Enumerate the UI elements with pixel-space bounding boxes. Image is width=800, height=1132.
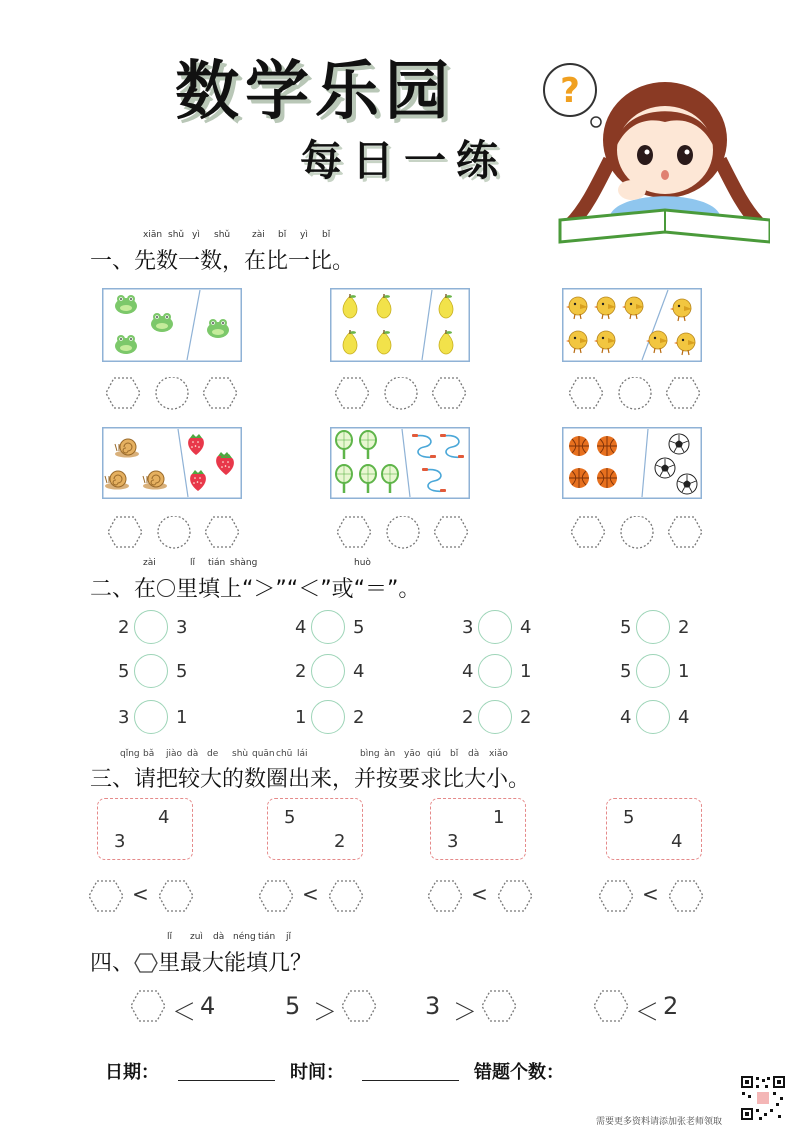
compare-left-number: 5 [118, 661, 130, 682]
compare-answer-circle[interactable] [478, 654, 512, 688]
circle-symbol-icon [157, 579, 175, 597]
soccer-ball-icon [677, 474, 697, 494]
compare-right-number: 1 [678, 661, 690, 682]
compare-answer-circle[interactable] [636, 610, 670, 644]
pinyin-syllable: quān [252, 749, 275, 759]
compare-left-number: 2 [118, 617, 130, 638]
pinyin-syllable: bǎ [143, 749, 155, 759]
hexagon-blank[interactable] [88, 880, 124, 912]
hexagon-blank[interactable] [497, 880, 533, 912]
fill-right-number: 4 [200, 992, 216, 1020]
pinyin-syllable: àn [384, 749, 396, 759]
fill-right-number: 2 [663, 992, 679, 1020]
compare-answer-circle[interactable] [311, 654, 345, 688]
section-2-heading: 二、在 里填上“＞”“＜”或“＝”。 zài lǐ tián shàng huò [90, 558, 421, 602]
question-mark-icon: ? [560, 71, 580, 111]
compare-operator: ＜ [172, 998, 196, 1026]
hexagon-blank[interactable] [427, 880, 463, 912]
basketball-icon [569, 436, 589, 456]
compare-right-number: 1 [176, 707, 188, 728]
section-4-heading: 四、 里最大能填几？ lǐ zuì dà néng tián jǐ [90, 932, 313, 976]
circle-target-number[interactable]: 5 [623, 807, 635, 828]
compare-answer-circle[interactable] [311, 610, 345, 644]
circle-target-number[interactable]: 3 [114, 831, 126, 852]
pinyin-syllable: lái [297, 749, 308, 759]
compare-right-number: 4 [353, 661, 365, 682]
section-1-heading: 一、先数一数，在比一比。 xiān shǔ yì shǔ zài bǐ yì bǐ [90, 230, 355, 274]
compare-answer-circle[interactable] [311, 700, 345, 734]
compare-left-number: 2 [295, 661, 307, 682]
number-box [267, 798, 363, 860]
compare-operator: ＞ [313, 998, 337, 1026]
circle-target-number[interactable]: 4 [158, 807, 170, 828]
picture-panel [330, 288, 470, 362]
compare-left-number: 1 [295, 707, 307, 728]
pinyin-syllable: qǐng [120, 749, 140, 759]
fill-left-number: 5 [285, 992, 301, 1020]
compare-operator: ＞ [453, 998, 477, 1026]
picture-panel [330, 427, 470, 499]
date-label: 日期： [105, 1062, 159, 1083]
circle-target-number[interactable]: 3 [447, 831, 459, 852]
less-than-sign: < [471, 882, 488, 906]
answer-shapes[interactable] [570, 516, 705, 550]
compare-left-number: 5 [620, 617, 632, 638]
compare-right-number: 5 [176, 661, 188, 682]
date-line[interactable] [178, 1080, 275, 1081]
pinyin-syllable: chū [276, 749, 293, 759]
compare-left-number: 5 [620, 661, 632, 682]
compare-answer-circle[interactable] [636, 654, 670, 688]
compare-answer-circle[interactable] [478, 610, 512, 644]
compare-right-number: 2 [520, 707, 532, 728]
promo-text: 需要更多资料请添加张老师领取 [596, 1117, 723, 1127]
less-than-sign: < [642, 882, 659, 906]
picture-panel [562, 288, 702, 362]
time-label: 时间： [290, 1062, 344, 1083]
number-box [606, 798, 702, 860]
answer-shapes[interactable] [107, 516, 242, 550]
time-line[interactable] [362, 1080, 459, 1081]
pinyin-syllable: dà [468, 749, 480, 759]
pinyin-syllable: bǐ [450, 749, 459, 759]
compare-answer-circle[interactable] [134, 654, 168, 688]
compare-right-number: 3 [176, 617, 188, 638]
hexagon-blank[interactable] [158, 880, 194, 912]
pinyin-syllable: qiú [427, 749, 441, 759]
hexagon-blank [203, 378, 237, 408]
picture-panel [102, 427, 242, 499]
pinyin-syllable: xiǎo [489, 749, 508, 759]
basketball-icon [569, 468, 589, 488]
compare-left-number: 4 [462, 661, 474, 682]
qr-code-icon [740, 1075, 786, 1121]
hexagon-blank[interactable] [130, 990, 166, 1022]
compare-right-number: 4 [678, 707, 690, 728]
picture-panel [102, 288, 242, 362]
compare-answer-circle[interactable] [636, 700, 670, 734]
compare-left-number: 3 [462, 617, 474, 638]
fill-left-number: 3 [425, 992, 441, 1020]
hexagon-blank[interactable] [258, 880, 294, 912]
pinyin-syllable: yāo [404, 749, 421, 759]
compare-right-number: 4 [520, 617, 532, 638]
circle-target-number[interactable]: 2 [334, 831, 346, 852]
hexagon-blank[interactable] [668, 880, 704, 912]
less-than-sign: < [132, 882, 149, 906]
page-subtitle: 每日一练 [300, 136, 509, 185]
pinyin-syllable: jiào [166, 749, 183, 759]
page-title: 数学乐园 [175, 55, 455, 129]
number-box [430, 798, 526, 860]
compare-answer-circle[interactable] [478, 700, 512, 734]
compare-right-number: 1 [520, 661, 532, 682]
answer-shapes[interactable] [105, 377, 240, 411]
answer-shapes[interactable] [568, 377, 703, 411]
hexagon-blank[interactable] [481, 990, 517, 1022]
compare-right-number: 2 [678, 617, 690, 638]
hexagon-blank[interactable] [593, 990, 629, 1022]
compare-left-number: 4 [620, 707, 632, 728]
girl-reading-illustration [540, 50, 770, 250]
hexagon-blank [106, 378, 140, 408]
answer-shapes[interactable] [334, 377, 469, 411]
circle-target-number[interactable]: 4 [671, 831, 683, 852]
pinyin-syllable: de [207, 749, 219, 759]
soccer-ball-icon [669, 434, 689, 454]
circle-blank [156, 377, 188, 409]
compare-left-number: 3 [118, 707, 130, 728]
compare-answer-circle[interactable] [134, 700, 168, 734]
pinyin-syllable: bìng [360, 749, 380, 759]
errors-label: 错题个数： [474, 1062, 564, 1083]
less-than-sign: < [302, 882, 319, 906]
compare-right-number: 5 [353, 617, 365, 638]
hexagon-symbol-icon [134, 953, 158, 973]
circle-target-number[interactable]: 1 [493, 807, 505, 828]
number-box [97, 798, 193, 860]
soccer-ball-icon [655, 458, 675, 478]
answer-shapes[interactable] [336, 516, 471, 550]
picture-panel [562, 427, 702, 499]
compare-left-number: 4 [295, 617, 307, 638]
circle-target-number[interactable]: 5 [284, 807, 296, 828]
hexagon-blank[interactable] [341, 990, 377, 1022]
hexagon-blank[interactable] [598, 880, 634, 912]
basketball-icon [597, 436, 617, 456]
basketball-icon [597, 468, 617, 488]
pinyin-syllable: shù [232, 749, 249, 759]
hexagon-blank[interactable] [328, 880, 364, 912]
pinyin-syllable: dà [187, 749, 199, 759]
compare-right-number: 2 [353, 707, 365, 728]
compare-left-number: 2 [462, 707, 474, 728]
compare-operator: ＜ [635, 998, 659, 1026]
compare-answer-circle[interactable] [134, 610, 168, 644]
section-3-heading: 三、请把较大的数圈出来，并按要求比大小。 [90, 767, 531, 792]
